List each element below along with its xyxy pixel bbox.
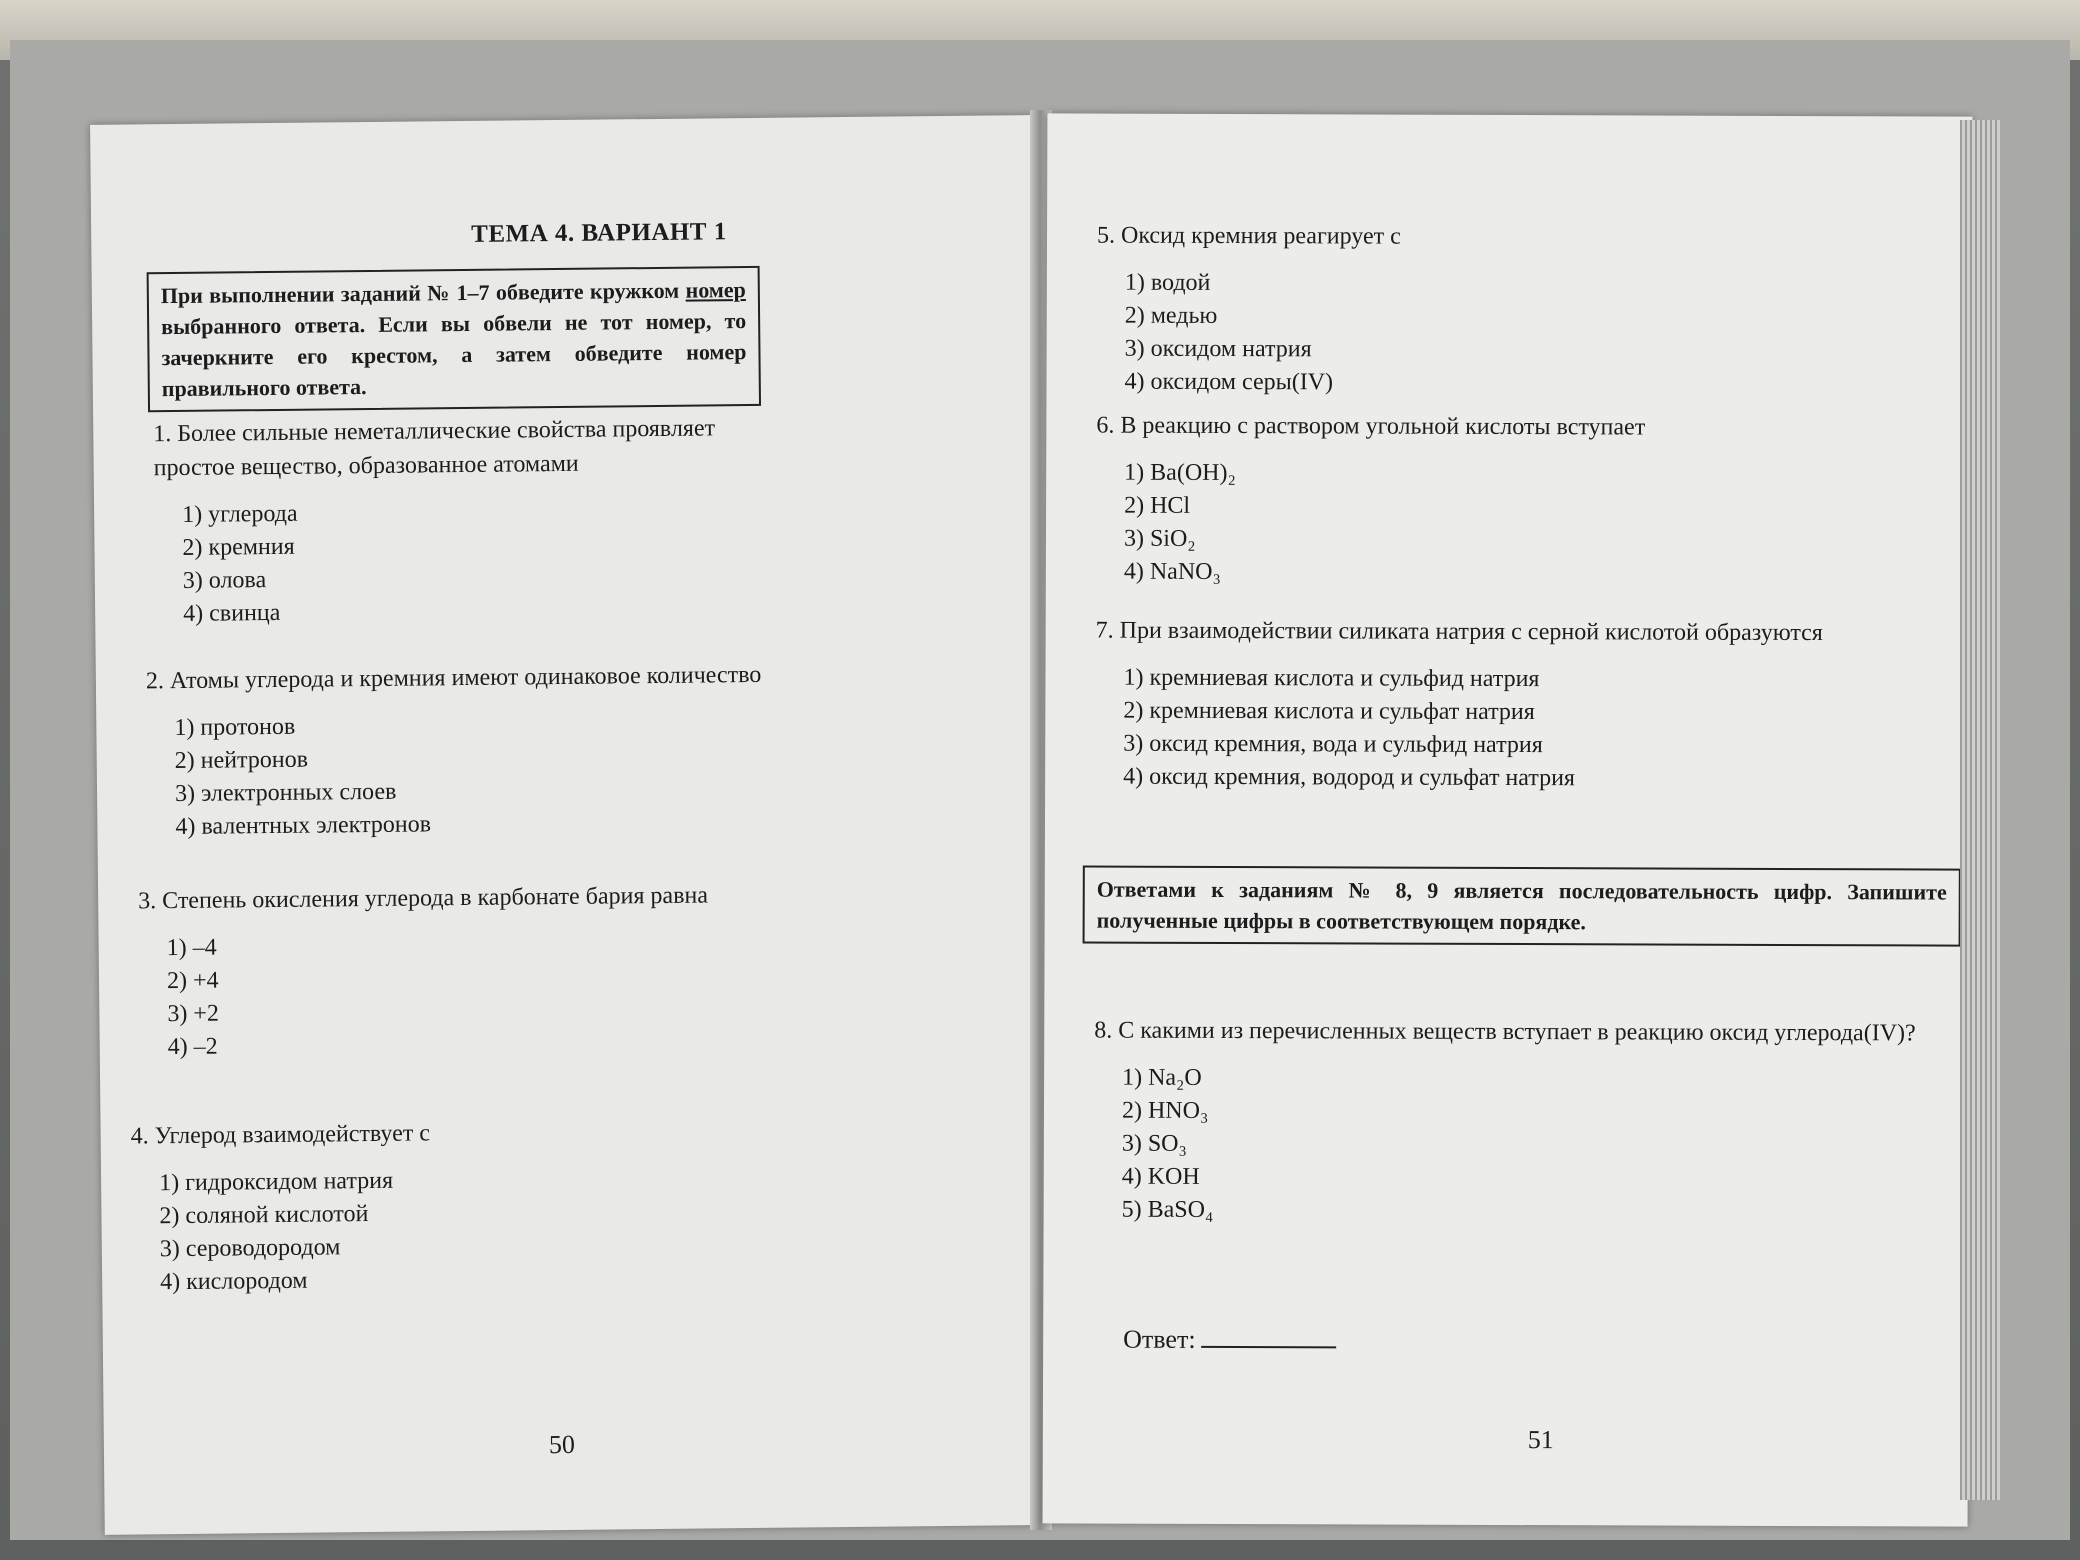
option-list xyxy=(154,493,765,631)
option-list xyxy=(131,1161,792,1300)
page-stack-edges xyxy=(1960,120,2000,1500)
option-list xyxy=(1095,662,1925,797)
question-text: 2. Атомы углерода и кремния имеют одинаковое количество xyxy=(145,661,762,695)
option[interactable]: 2) HCl xyxy=(1124,492,1191,519)
question-text: 7. При взаимодействии силиката натрия с серной кислотой образуются xyxy=(1095,617,1823,647)
option[interactable]: 2) кремниевая кислота и сульфат натрия xyxy=(1123,697,1535,726)
option[interactable]: 4) кислородом xyxy=(160,1267,308,1296)
question-2 xyxy=(146,657,808,844)
question-7 xyxy=(1095,614,1926,797)
answer-label: Ответ: xyxy=(1123,1324,1196,1354)
question-3 xyxy=(138,878,800,1065)
question-5 xyxy=(1096,219,1797,401)
answer-instruction-box: Ответами к заданиям № 8, 9 является последовательность цифр. Запишите полученные цифры в соответствующем порядке. xyxy=(1083,866,1961,947)
question-6 xyxy=(1096,409,1797,591)
option[interactable]: 4) свинца xyxy=(183,599,281,627)
option-list xyxy=(139,926,800,1065)
answer-row xyxy=(1123,1324,1336,1356)
question-text: 5. Оксид кремния реагирует с xyxy=(1096,222,1401,250)
option[interactable]: 3) электронных слоев xyxy=(174,778,397,808)
option[interactable]: 3) +2 xyxy=(167,1000,220,1028)
option[interactable]: 3) оксид кремния, вода и сульфид натрия xyxy=(1123,730,1543,759)
option[interactable]: 3) оксидом натрия xyxy=(1124,335,1312,363)
question-text: 8. С какими из перечисленных веществ вступает в реакцию оксид углерода(IV)? xyxy=(1094,1017,1916,1047)
question-8 xyxy=(1094,1014,1925,1230)
option[interactable]: 1) Ba(OH)₂ xyxy=(1124,459,1236,487)
option[interactable]: 4) валентных электронов xyxy=(175,811,432,841)
option[interactable]: 2) нейтронов xyxy=(174,746,309,775)
option[interactable]: 1) протонов xyxy=(174,713,296,742)
option[interactable]: 1) углерода xyxy=(182,500,298,528)
option[interactable]: 4) оксид кремния, водород и сульфат натрия xyxy=(1123,763,1576,792)
option[interactable]: 4) NaNO₃ xyxy=(1123,558,1221,585)
option[interactable]: 2) соляной кислотой xyxy=(159,1201,369,1230)
question-4 xyxy=(130,1113,792,1300)
option[interactable]: 3) сероводородом xyxy=(159,1234,341,1263)
right-page xyxy=(1043,113,1973,1526)
instruction-text-1: При выполнении заданий № 1–7 обведите кружком xyxy=(160,277,686,309)
page-title: ТЕМА 4. ВАРИАНТ 1 xyxy=(471,218,727,248)
option[interactable]: 1) кремниевая кислота и сульфид натрия xyxy=(1123,664,1540,693)
option[interactable]: 1) гидроксидом натрия xyxy=(159,1167,394,1197)
option[interactable]: 2) медью xyxy=(1124,302,1218,329)
answer-blank[interactable] xyxy=(1202,1324,1337,1348)
option[interactable]: 1) водой xyxy=(1124,269,1211,296)
option: 5) BaSO₄ xyxy=(1121,1196,1214,1223)
question-text: 3. Степень окисления углерода в карбонате бария равна xyxy=(138,882,709,915)
option[interactable]: 3) SiO₂ xyxy=(1123,525,1196,552)
option-list xyxy=(1096,457,1796,591)
option: 3) SO₃ xyxy=(1121,1130,1187,1157)
option-list xyxy=(1094,1062,1925,1230)
instruction-text-2: выбранного ответа. Если вы обвели не тот номер, то зачеркните его крестом, а затем обведите номер правильного ответа. xyxy=(161,308,747,402)
option: 4) KOH xyxy=(1121,1163,1200,1190)
option: 1) Na₂O xyxy=(1122,1064,1202,1091)
question-text: 4. Углерод взаимодействует с xyxy=(130,1120,431,1150)
option[interactable]: 2) +4 xyxy=(166,967,219,995)
page-number: 50 xyxy=(548,1429,576,1460)
option[interactable]: 1) –4 xyxy=(166,934,217,962)
option-list xyxy=(1096,267,1796,401)
instruction-box xyxy=(147,266,761,412)
question-1 xyxy=(153,411,765,631)
left-page xyxy=(90,115,1050,1535)
option[interactable]: 3) олова xyxy=(182,567,267,594)
option[interactable]: 2) кремния xyxy=(182,533,295,561)
option[interactable]: 4) –2 xyxy=(167,1033,218,1061)
instruction-underlined: номер xyxy=(685,277,746,303)
page-number: 51 xyxy=(1527,1425,1554,1455)
option[interactable]: 4) оксидом серы(IV) xyxy=(1124,368,1334,396)
option-list xyxy=(146,705,807,844)
option: 2) HNO₃ xyxy=(1121,1097,1209,1124)
question-text: 1. Более сильные неметаллические свойства проявляет простое вещество, образованное атомами xyxy=(153,415,716,482)
question-text: 6. В реакцию с раствором угольной кислоты вступает xyxy=(1096,412,1646,441)
